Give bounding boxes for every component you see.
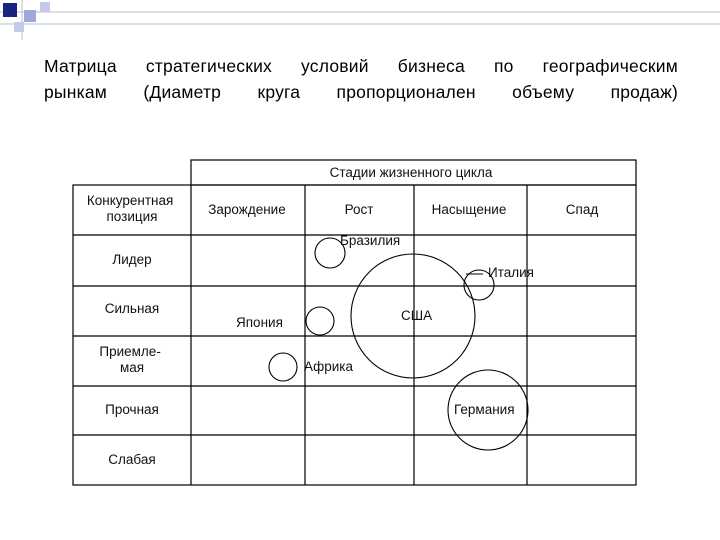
label-brazil: Бразилия bbox=[340, 233, 401, 248]
label-italy: Италия bbox=[488, 265, 534, 280]
label-japan: Япония bbox=[236, 315, 283, 330]
position-leader: Лидер bbox=[112, 252, 152, 267]
label-usa: США bbox=[401, 308, 433, 323]
position-firm: Прочная bbox=[105, 402, 159, 417]
title-line-1: Матрица стратегических условий бизнеса по географическим bbox=[44, 56, 678, 76]
stage-header-growth: Рост bbox=[344, 202, 374, 217]
stage-header-decline: Спад bbox=[565, 202, 599, 217]
lifecycle-header: Стадии жизненного цикла bbox=[329, 165, 493, 180]
circle-africa bbox=[269, 353, 297, 381]
position-strong: Сильная bbox=[104, 301, 160, 316]
label-africa: Африка bbox=[304, 359, 354, 374]
position-acceptable: Приемле- мая bbox=[99, 344, 161, 375]
position-weak: Слабая bbox=[108, 452, 156, 467]
stage-header-saturation: Насыщение bbox=[431, 202, 507, 217]
title-line-2: рынкам (Диаметр круга пропорционален объему продаж) bbox=[44, 82, 678, 102]
position-header: Конкурентная позиция bbox=[86, 193, 174, 224]
label-germany: Германия bbox=[454, 402, 515, 417]
circle-japan bbox=[306, 307, 334, 335]
stage-header-birth: Зарождение bbox=[208, 202, 286, 217]
